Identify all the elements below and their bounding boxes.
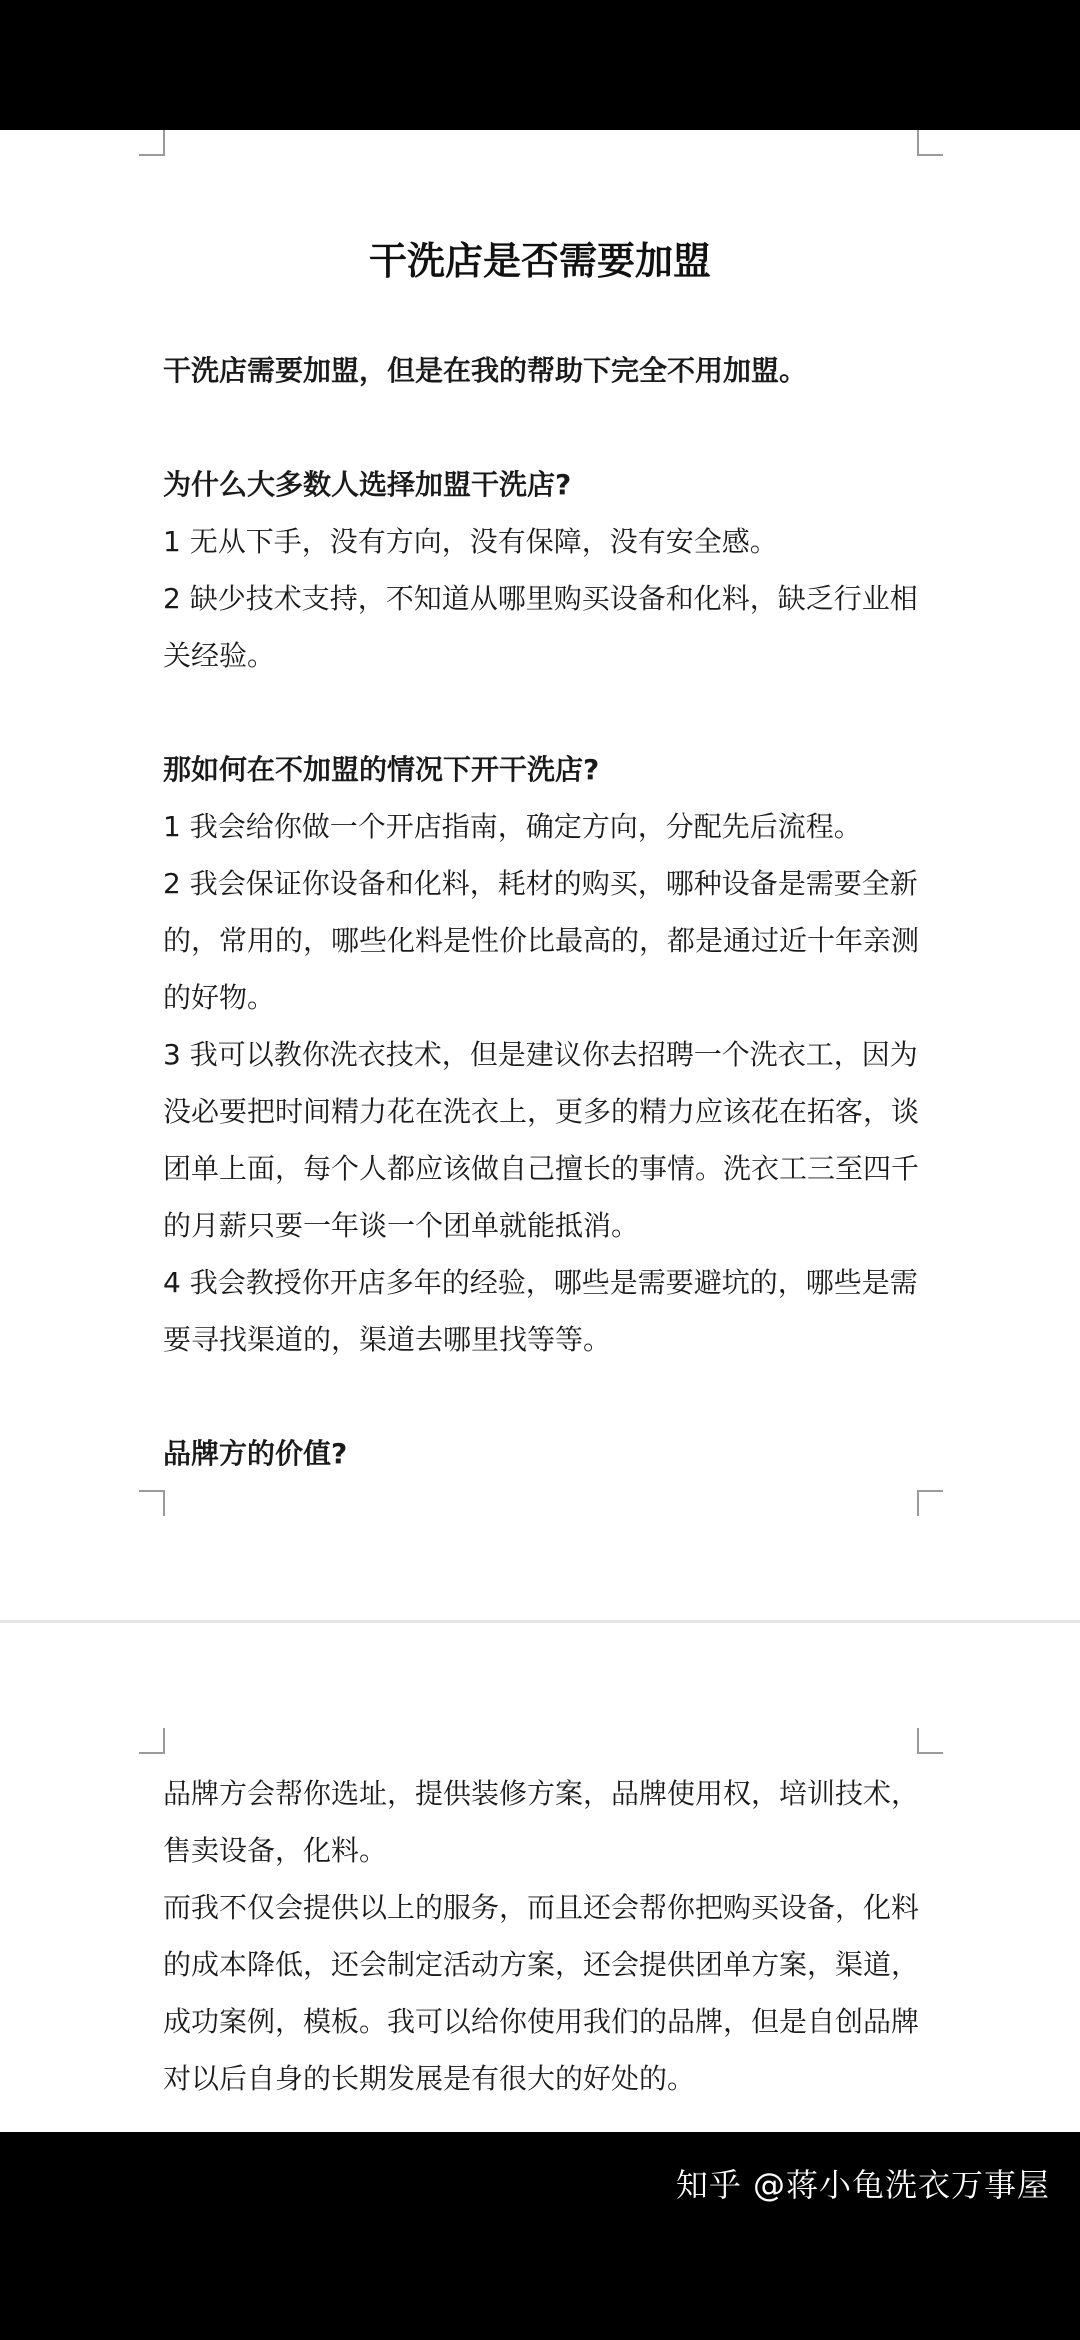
section2-heading: 那如何在不加盟的情况下开干洗店? bbox=[163, 753, 600, 786]
list-item: 2 缺少技术支持，不知道从哪里购买设备和化料，缺乏行业相关经验。 bbox=[163, 582, 918, 672]
crop-mark-top-right bbox=[917, 1728, 943, 1754]
intro-paragraph: 干洗店需要加盟，但是在我的帮助下完全不用加盟。 bbox=[163, 354, 808, 387]
list-item: 4 我会教授你开店多年的经验，哪些是需要避坑的，哪些是需要寻找渠道的，渠道去哪里找等等。 bbox=[163, 1266, 918, 1356]
list-item: 1 我会给你做一个开店指南，确定方向，分配先后流程。 bbox=[163, 810, 862, 843]
crop-mark-top-right bbox=[917, 130, 943, 156]
paragraph: 而我不仅会提供以上的服务，而且还会帮你把购买设备，化料的成本降低，还会制定活动方案，还会提供团单方案，渠道，成功案例，模板。我可以给你使用我们的品牌，但是自创品牌对以后自身的长期发展是有很大的好处的。 bbox=[163, 1891, 920, 2095]
crop-mark-top-left bbox=[139, 1728, 165, 1754]
page2-body bbox=[163, 1765, 923, 2107]
crop-mark-top-left bbox=[139, 130, 165, 156]
paragraph: 品牌方会帮你选址，提供装修方案，品牌使用权，培训技术，售卖设备，化料。 bbox=[163, 1777, 920, 1867]
list-item: 2 我会保证你设备和化料，耗材的购买，哪种设备是需要全新的，常用的，哪些化料是性价比最高的，都是通过近十年亲测的好物。 bbox=[163, 867, 920, 1014]
page-title: 干洗店是否需要加盟 bbox=[368, 239, 711, 283]
crop-mark-bottom-left bbox=[139, 1490, 165, 1516]
document-page-2 bbox=[0, 1623, 1080, 2132]
document-page-1 bbox=[0, 130, 1080, 1620]
section1-heading: 为什么大多数人选择加盟干洗店? bbox=[163, 468, 572, 501]
source-watermark: 知乎 @蒋小龟洗衣万事屋 bbox=[675, 2166, 1050, 2204]
list-item: 3 我可以教你洗衣技术，但是建议你去招聘一个洗衣工，因为没必要把时间精力花在洗衣上，更多的精力应该花在拓客，谈团单上面，每个人都应该做自己擅长的事情。洗衣工三至四千的月薪只要一年谈一个团单就能抵消。 bbox=[163, 1038, 920, 1242]
section3-heading: 品牌方的价值? bbox=[163, 1437, 348, 1470]
crop-mark-bottom-right bbox=[917, 1490, 943, 1516]
page1-body bbox=[163, 342, 923, 1482]
top-black-bar bbox=[0, 0, 1080, 130]
list-item: 1 无从下手，没有方向，没有保障，没有安全感。 bbox=[163, 525, 778, 558]
